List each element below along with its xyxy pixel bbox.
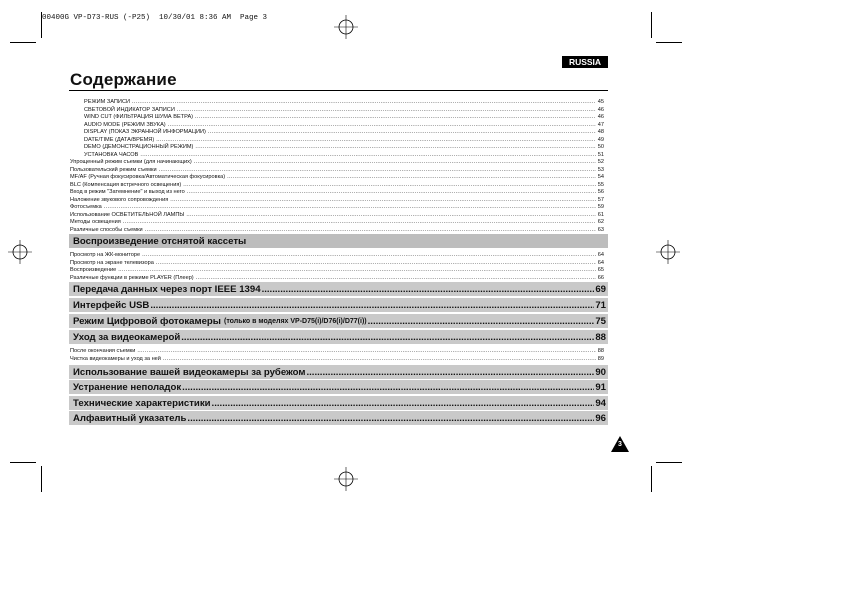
toc-entry-label: Упрощенный режим съемки (для начинающих) [70, 159, 192, 165]
toc-entry-page: 50 [597, 144, 604, 150]
toc-entry-label: Просмотр на экране телевизора [70, 259, 154, 266]
toc-bar-abroad[interactable] [69, 365, 608, 379]
toc-bar-label: Интерфейс USB [73, 299, 150, 311]
toc-bar-page: 71 [595, 299, 606, 311]
toc-entry-label: Просмотр на ЖК-мониторе [70, 252, 141, 258]
registration-mark-icon [656, 240, 680, 264]
registration-mark-icon [8, 240, 32, 264]
title-divider [69, 90, 608, 91]
toc-entry-label: DEMO (ДЕМОНСТРАЦИОННЫЙ РЕЖИМ) [84, 144, 194, 150]
toc-bar-specifications[interactable] [69, 396, 608, 410]
toc-entry-label: Использование ОСВЕТИТЕЛЬНОЙ ЛАМПЫ [70, 211, 185, 218]
crop-mark [41, 466, 42, 492]
toc-bar-label: Передача данных через порт IEEE 1394 [73, 283, 261, 295]
toc-entry-label: Наложение звукового сопровождения [70, 196, 169, 203]
toc-entry-page: 59 [597, 204, 604, 210]
toc-entry-page: 48 [597, 129, 604, 135]
toc-entry-page: 63 [597, 226, 604, 233]
toc-entry-page: 88 [597, 348, 604, 354]
toc-entry-page: 62 [597, 219, 604, 225]
toc-entry-page: 55 [597, 181, 604, 188]
toc-bar-label: Алфавитный указатель [73, 412, 187, 424]
toc-bar-usb[interactable] [69, 298, 608, 312]
toc-entry-label: Различные функции в режиме PLAYER (Плеер) [70, 274, 194, 281]
toc-bar-photo[interactable] [69, 314, 608, 328]
section-playback-heading[interactable] [69, 234, 608, 248]
toc-bar-page: 75 [595, 315, 606, 327]
toc-entry-page: 47 [597, 121, 604, 128]
toc-entry-page: 52 [597, 159, 604, 165]
toc-entry[interactable] [70, 274, 604, 282]
toc-bar-label: Уход за видеокамерой [73, 331, 181, 343]
crop-mark [651, 12, 652, 38]
crop-mark [656, 462, 682, 463]
toc-entry[interactable] [70, 355, 604, 363]
toc-entry-page: 46 [597, 114, 604, 120]
toc-entry-page: 54 [597, 174, 604, 180]
page-number: 3 [618, 441, 622, 448]
toc-bar-ieee1394[interactable] [69, 282, 608, 296]
toc-entry-page: 64 [597, 259, 604, 266]
toc-entry-page: 45 [597, 99, 604, 105]
toc-bar-troubleshooting[interactable] [69, 380, 608, 394]
toc-bar-label: Режим Цифровой фотокамеры [73, 315, 221, 327]
toc-entry-label: СВЕТОВОЙ ИНДИКАТОР ЗАПИСИ [84, 106, 175, 113]
toc-entry-label: WIND CUT (ФИЛЬТРАЦИЯ ШУМА ВЕТРА) [84, 114, 194, 120]
toc-entry-page: 65 [597, 267, 604, 273]
toc-entry-label: УСТАНОВКА ЧАСОВ [84, 151, 139, 158]
toc-entry-page: 53 [597, 166, 604, 173]
toc-entry-label: Вход в режим "Затемнение" и выход из него [70, 189, 185, 195]
toc-bar-care[interactable] [69, 330, 608, 344]
crop-mark [651, 466, 652, 492]
crop-mark [10, 462, 36, 463]
toc-bar-page: 94 [595, 397, 606, 409]
toc-entry-label: MF/AF (Ручная фокусировка/Автоматическая фокусировка) [70, 174, 226, 180]
page-title: Содержание [70, 70, 177, 89]
toc-bar-label: Технические характеристики [73, 397, 211, 409]
toc-entry-label: BLC (Компенсация встречного освещения) [70, 181, 182, 188]
toc-entry-page: 61 [597, 211, 604, 218]
toc-bar-page: 96 [595, 412, 606, 424]
toc-entry[interactable] [70, 226, 604, 234]
toc-entry-page: 89 [597, 355, 604, 362]
toc-entry-page: 57 [597, 196, 604, 203]
toc-bar-page: 91 [595, 381, 606, 393]
toc-entry-label: РЕЖИМ ЗАПИСИ [84, 99, 131, 105]
toc-bar-note: (только в моделях VP-D75(i)/D76(i)/D77(i)) [224, 317, 367, 325]
toc-entry-label: Методы освещения [70, 219, 121, 225]
crop-mark [10, 42, 36, 43]
toc-entry-label: Воспроизведение [70, 267, 117, 273]
toc-entry-page: 56 [597, 189, 604, 195]
toc-entry-label: Различные способы съемки [70, 226, 143, 233]
language-badge: RUSSIA [562, 56, 608, 68]
toc-entry-label: Чистка видеокамеры и уход за ней [70, 355, 161, 362]
toc-entry-page: 49 [597, 136, 604, 143]
registration-mark-icon [334, 15, 358, 39]
toc-entry-page: 51 [597, 151, 604, 158]
toc-entry-page: 64 [597, 252, 604, 258]
toc-entry-label: Пользовательский режим съемки [70, 166, 157, 173]
toc-bar-page: 88 [595, 331, 606, 343]
crop-mark [41, 12, 42, 38]
toc-bar-index[interactable] [69, 411, 608, 425]
print-header: 00400G VP-D73-RUS (-P25) 10/30/01 8:36 AM Page 3 [42, 14, 268, 22]
toc-entry-label: AUDIO MODE (РЕЖИМ ЗВУКА) [84, 121, 166, 128]
toc-entry-label: DATE/TIME (ДАТА/ВРЕМЯ) [84, 136, 155, 143]
registration-mark-icon [334, 467, 358, 491]
toc-entry-label: DISPLAY (ПОКАЗ ЭКРАННОЙ ИНФОРМАЦИИ) [84, 129, 206, 135]
toc-bar-page: 90 [595, 366, 606, 378]
section-playback-label: Воспроизведение отснятой кассеты [73, 235, 247, 247]
toc-bar-label: Использование вашей видеокамеры за рубежом [73, 366, 306, 378]
toc-entry-label: После окончания съемки [70, 348, 136, 354]
crop-mark [656, 42, 682, 43]
toc-entry-label: Фотосъемка [70, 204, 102, 210]
toc-entry-page: 46 [597, 106, 604, 113]
toc-entry-page: 66 [597, 274, 604, 281]
toc-bar-page: 69 [595, 283, 606, 295]
toc-bar-label: Устранение неполадок [73, 381, 182, 393]
